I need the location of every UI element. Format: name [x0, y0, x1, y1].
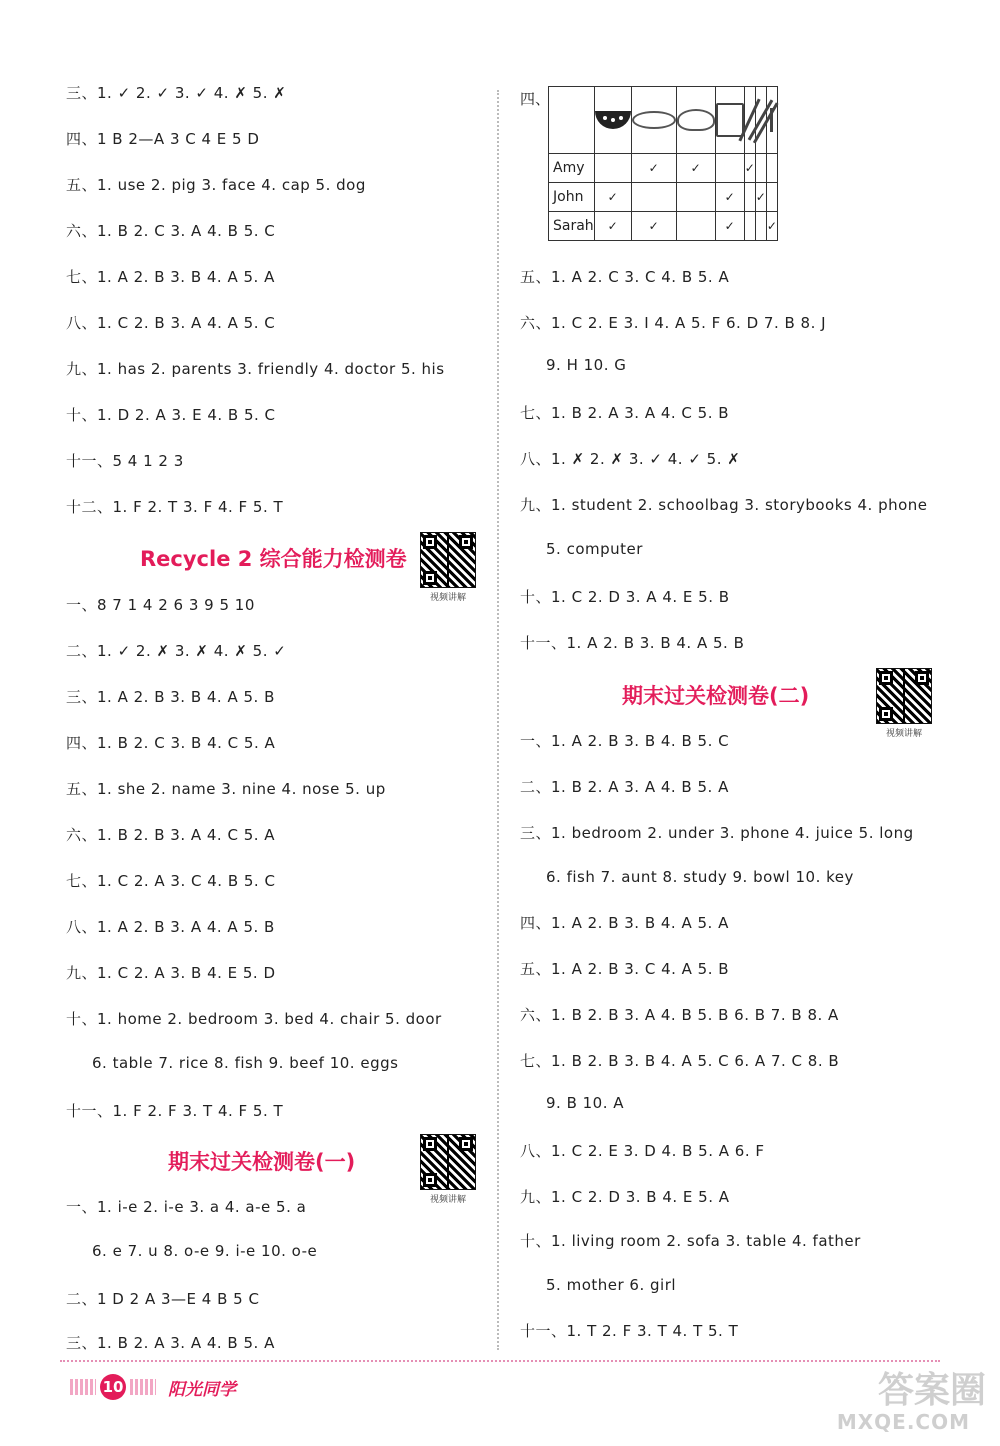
answer-line: 八、1. C 2. E 3. D 4. B 5. A 6. F [520, 1142, 765, 1160]
table-row [549, 154, 778, 183]
table-cell: ✓ [631, 154, 676, 183]
section-heading-final-1: 期末过关检测卷(一) [168, 1150, 356, 1174]
dish-icon [677, 109, 715, 131]
answer-line: 五、1. she 2. name 3. nine 4. nose 5. up [66, 780, 386, 798]
answer-line: 6. fish 7. aunt 8. study 9. bowl 10. key [546, 868, 854, 886]
answer-line: 八、1. A 2. B 3. A 4. A 5. B [66, 918, 275, 936]
table-cell [715, 154, 744, 183]
table-cell: ✓ [715, 212, 744, 241]
answer-line: 三、1. A 2. B 3. B 4. A 5. B [66, 688, 275, 706]
qr-code[interactable] [876, 668, 932, 739]
qr-code[interactable] [420, 532, 476, 603]
column-divider [497, 90, 499, 1350]
brand-logo: 阳光同学 [168, 1379, 236, 1400]
answer-line: 十、1. D 2. A 3. E 4. B 5. C [66, 406, 276, 424]
qr-label: 视频讲解 [429, 593, 466, 603]
answer-line: 五、1. use 2. pig 3. face 4. cap 5. dog [66, 176, 366, 194]
table-cell: ✓ [755, 183, 766, 212]
cup-icon [716, 103, 744, 137]
answer-line: 十一、1. T 2. F 3. T 4. T 5. T [520, 1322, 739, 1340]
answer-line: 八、1. ✗ 2. ✗ 3. ✓ 4. ✓ 5. ✗ [520, 450, 741, 468]
qr-code[interactable] [420, 1134, 476, 1205]
answer-line: 七、1. B 2. B 3. B 4. A 5. C 6. A 7. C 8. B [520, 1052, 840, 1070]
answer-line: 5. computer [546, 540, 643, 558]
table-cell: ✓ [676, 154, 715, 183]
answer-line: 六、1. C 2. E 3. I 4. A 5. F 6. D 7. B 8. J [520, 314, 827, 332]
table-cell [676, 183, 715, 212]
watermark-url: MXQE.COM [836, 1410, 970, 1434]
answer-line: 十、1. C 2. D 3. A 4. E 5. B [520, 588, 730, 606]
answer-line: 十、1. living room 2. sofa 3. table 4. father [520, 1232, 861, 1250]
answer-line: 十一、1. A 2. B 3. B 4. A 5. B [520, 634, 745, 652]
answer-line: 九、1. has 2. parents 3. friendly 4. doctor 5. his [66, 360, 445, 378]
qr-label: 视频讲解 [429, 1195, 466, 1205]
table-cell: ✓ [766, 212, 777, 241]
table-cell: ✓ [744, 154, 755, 183]
answer-line: 十、1. home 2. bedroom 3. bed 4. chair 5. door [66, 1010, 442, 1028]
answer-line: 一、1. A 2. B 3. B 4. B 5. C [520, 732, 730, 750]
answer-line: 三、1. B 2. A 3. A 4. B 5. A [66, 1334, 275, 1352]
table-cell [676, 212, 715, 241]
answer-line: 九、1. student 2. schoolbag 3. storybooks 4. phone [520, 496, 928, 514]
plate-icon [632, 111, 676, 129]
answer-line: 十二、1. F 2. T 3. F 4. F 5. T [66, 498, 284, 516]
table-cell [755, 212, 766, 241]
table-cell [766, 154, 777, 183]
knife-icon [770, 108, 773, 132]
table-cell [594, 154, 631, 183]
answer-line: 十一、1. F 2. F 3. T 4. F 5. T [66, 1102, 284, 1120]
answer-line: 六、1. B 2. C 3. A 4. B 5. C [66, 222, 276, 240]
answer-line: 二、1 D 2 A 3—E 4 B 5 C [66, 1290, 260, 1308]
answer-line: 9. B 10. A [546, 1094, 625, 1112]
footer-divider [60, 1360, 940, 1362]
section-label: 四、 [520, 90, 551, 108]
answer-line: 6. table 7. rice 8. fish 9. beef 10. eggs [92, 1054, 399, 1072]
answer-line: 一、1. i-e 2. i-e 3. a 4. a-e 5. a [66, 1198, 307, 1216]
answer-line: 四、1. A 2. B 3. B 4. A 5. A [520, 914, 729, 932]
section-heading-recycle2: Recycle 2 综合能力检测卷 [140, 547, 407, 571]
answer-line: 七、1. B 2. A 3. A 4. C 5. B [520, 404, 730, 422]
table-cell: ✓ [715, 183, 744, 212]
answer-line: 五、1. A 2. C 3. C 4. B 5. A [520, 268, 730, 286]
row-name: Amy [549, 154, 595, 183]
bowl-icon [595, 111, 631, 129]
answer-line: 六、1. B 2. B 3. A 4. C 5. A [66, 826, 276, 844]
answer-line: 六、1. B 2. B 3. A 4. B 5. B 6. B 7. B 8. A [520, 1006, 839, 1024]
table-row [549, 212, 778, 241]
table-cell: ✓ [594, 183, 631, 212]
row-name: John [549, 183, 595, 212]
table-cell: ✓ [631, 212, 676, 241]
table-cell [744, 183, 755, 212]
answer-line: 6. e 7. u 8. o-e 9. i-e 10. o-e [92, 1242, 318, 1260]
answer-line: 9. H 10. G [546, 356, 627, 374]
page-number: 10 [100, 1374, 126, 1400]
table-row [549, 183, 778, 212]
decoration-icon [130, 1379, 156, 1395]
qr-code-image [420, 1134, 476, 1190]
answer-line: 三、1. ✓ 2. ✓ 3. ✓ 4. ✗ 5. ✗ [66, 84, 287, 102]
answer-line: 七、1. A 2. B 3. B 4. A 5. A [66, 268, 275, 286]
answer-line: 二、1. ✓ 2. ✗ 3. ✗ 4. ✗ 5. ✓ [66, 642, 287, 660]
table-cell [755, 154, 766, 183]
table-cell: ✓ [594, 212, 631, 241]
answer-line: 三、1. bedroom 2. under 3. phone 4. juice 5. long [520, 824, 914, 842]
answer-line: 一、8 7 1 4 2 6 3 9 5 10 [66, 596, 255, 614]
answer-line: 八、1. C 2. B 3. A 4. A 5. C [66, 314, 276, 332]
section-heading-final-2: 期末过关检测卷(二) [622, 684, 810, 708]
answer-line: 九、1. C 2. A 3. B 4. E 5. D [66, 964, 276, 982]
decoration-icon [70, 1379, 96, 1395]
answer-line: 四、1 B 2—A 3 C 4 E 5 D [66, 130, 260, 148]
qr-label: 视频讲解 [885, 729, 922, 739]
answer-line: 二、1. B 2. A 3. A 4. B 5. A [520, 778, 729, 796]
answer-line: 十一、5 4 1 2 3 [66, 452, 184, 470]
tableware-table [548, 86, 778, 241]
table-cell [744, 212, 755, 241]
table-cell [631, 183, 676, 212]
answer-line: 七、1. C 2. A 3. C 4. B 5. C [66, 872, 276, 890]
watermark-logo: 答案圈 [877, 1370, 986, 1411]
answer-line: 五、1. A 2. B 3. C 4. A 5. B [520, 960, 730, 978]
answer-line: 5. mother 6. girl [546, 1276, 677, 1294]
qr-code-image [876, 668, 932, 724]
answer-line: 四、1. B 2. C 3. B 4. C 5. A [66, 734, 276, 752]
answer-line: 九、1. C 2. D 3. B 4. E 5. A [520, 1188, 730, 1206]
table-cell [766, 183, 777, 212]
row-name: Sarah [549, 212, 595, 241]
qr-code-image [420, 532, 476, 588]
page-footer [70, 1373, 236, 1401]
